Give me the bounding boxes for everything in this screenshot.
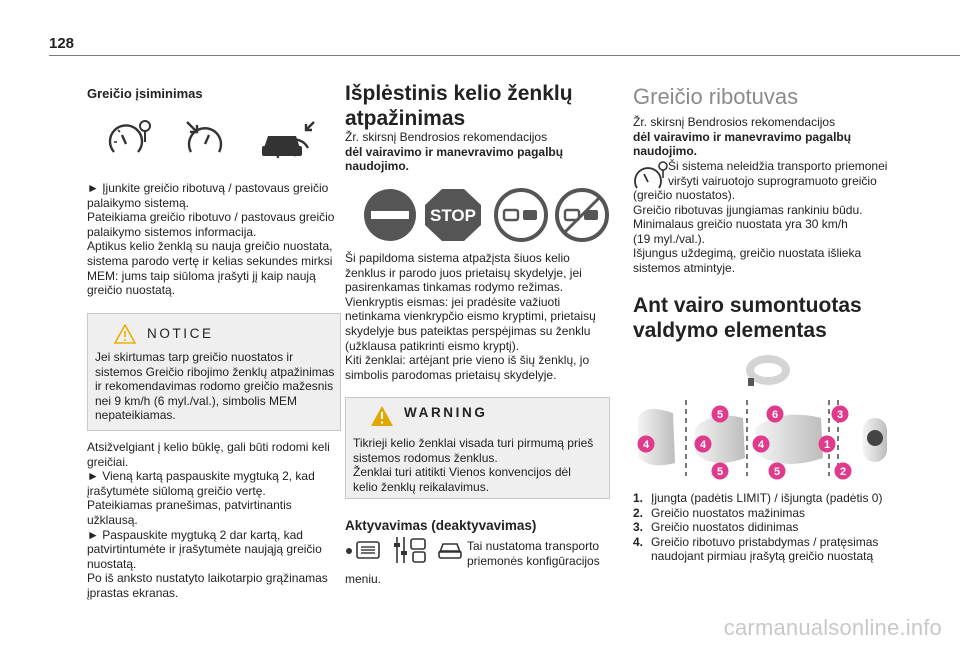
activation-line: Tai nustatoma transporto <box>467 539 600 553</box>
no-overtaking-sign-icon <box>494 188 548 242</box>
col3-text <box>633 188 903 276</box>
heading-line: atpažinimas <box>345 107 466 130</box>
heading-line: valdymo elementas <box>633 319 827 342</box>
marker-4 <box>694 435 712 453</box>
col1-text1-line: Aptikus kelio ženklą su nauja greičio nuostata, <box>87 239 333 254</box>
list-item <box>633 535 903 550</box>
marker-4 <box>637 435 655 453</box>
col1-text1-line: MEM: jums taip siūloma įrašyti jį kaip naują <box>87 268 316 283</box>
marker-label: 4 <box>757 439 765 451</box>
col1-text2-line: Atsižvelgiant į kelio būklę, gali būti rodomi keli <box>87 440 330 454</box>
list-text: Greičio ribotuvo pristabdymas / pratęsimas <box>651 534 879 549</box>
end-no-overtaking-sign-icon <box>555 188 609 242</box>
list-text: naudojant pirmiau įrašytą greičio nuostatą <box>651 549 874 564</box>
activation-line-3: meniu. <box>345 572 382 586</box>
col3-ref-line: Žr. skirsnį Bendrosios rekomendacijos <box>633 115 836 129</box>
notice-line: ir rekomendavimas rodomo greičio mažesnis <box>95 379 334 394</box>
col2-text-line: pasirenkamas tinkamas rodymo režimas. <box>345 280 564 295</box>
col1-text1-line: palaikymo sistemos informacija. <box>87 224 257 239</box>
col1-text2-line: Po iš anksto nustatyto laikotarpio grąžinamas <box>87 571 328 586</box>
activation-text <box>467 539 607 568</box>
list-num: 3. <box>633 520 644 535</box>
marker-label: 6 <box>771 409 779 421</box>
col2-text <box>345 251 610 382</box>
marker-label: 1 <box>823 439 831 451</box>
car-configuration-icon <box>437 540 463 562</box>
warning-line: Tikrieji kelio ženklai visada turi pirmumą prieš <box>353 436 594 450</box>
notice-line: nei 9 km/h (6 myl./val.), simbolis MEM <box>95 393 298 408</box>
col2-text-line: netinkama vienkrypčio eismo kryptimi, prietaisų <box>345 309 596 324</box>
col2-ref <box>345 130 610 174</box>
marker-label: 5 <box>716 409 724 421</box>
col1-text1-line: greičio nuostatą. <box>87 283 176 298</box>
col1-text2 <box>87 440 342 601</box>
marker-3 <box>831 405 849 423</box>
list-item <box>633 491 903 506</box>
marker-label: 4 <box>642 439 650 451</box>
col1-text1-line: palaikymo sistemą. <box>87 195 190 210</box>
warning-line: sistemos rodomus ženklus. <box>353 450 498 465</box>
no-entry-sign-icon <box>363 188 417 242</box>
col1-text2-line: ► Paspauskite mygtuką 2 dar kartą, kad <box>87 527 303 542</box>
col2-ref-line: dėl vairavimo ir manevravimo pagalbų <box>345 144 564 159</box>
marker-label: 4 <box>699 439 707 451</box>
heading-advanced-sign-recognition <box>345 81 610 131</box>
list-text: Greičio nuostatos didinimas <box>651 520 799 535</box>
header-rule <box>49 55 960 56</box>
legend-list <box>633 491 903 564</box>
list-text: Greičio nuostatos mažinimas <box>651 505 806 520</box>
col3-text-line: Greičio ribotuvas įjungiamas rankiniu būdu. <box>633 202 863 217</box>
col2-text-line: (užklausa patikrinti eismo kryptį). <box>345 338 520 353</box>
col1-text1-line: sistema parodo vertę ir kelias sekundes mirksi <box>87 253 333 268</box>
list-num: 1. <box>633 491 644 505</box>
col1-text2-line: ► Vieną kartą paspauskite mygtuką 2, kad <box>87 469 315 484</box>
marker-1 <box>818 435 836 453</box>
col1-text2-line: Pateikiamas pranešimas, patvirtinantis užklausą. <box>87 498 292 527</box>
marker-5 <box>711 462 729 480</box>
col3-text-line: Išjungus uždegimą, greičio nuostata išlieka <box>633 246 862 261</box>
heading-speed-memorisation: Greičio įsiminimas <box>87 86 203 101</box>
speedometer-pin-icon <box>108 118 154 158</box>
list-num <box>633 549 651 564</box>
stop-sign-icon <box>424 188 482 242</box>
notice-title: NOTICE <box>147 326 214 341</box>
list-num: 2. <box>633 505 644 520</box>
notice-warning-icon <box>114 324 136 344</box>
marker-2 <box>834 462 852 480</box>
col1-text2-line: patvirtintumėte ir įrašytumėte naująją greičio <box>87 542 322 557</box>
warning-line: Ženklai turi atitikti Vienos konvencijos dėl <box>353 465 571 480</box>
col3-text-line: viršyti vairuotojo suprogramuoto greičio <box>668 173 877 188</box>
marker-5 <box>711 405 729 423</box>
col3-ref <box>633 115 903 159</box>
heading-speed-limiter: Greičio ribotuvas <box>633 84 799 109</box>
heading-steering-control <box>633 293 903 343</box>
marker-5 <box>768 462 786 480</box>
steering-wheel-icon <box>743 352 793 392</box>
col3-text-line: Minimalaus greičio nuostata yra 30 km/h <box>633 217 848 232</box>
activation-line: priemonės konfigūracijos <box>467 553 600 568</box>
list-item <box>633 506 903 521</box>
control-panel-4 <box>863 418 887 462</box>
marker-label: 5 <box>716 466 724 478</box>
heading-activation: Aktyvavimas (deaktyvavimas) <box>345 518 537 533</box>
warning-line: kelio ženklų reikalavimus. <box>353 479 490 494</box>
col1-text1-line: Pateikiama greičio ribotuvo / pastovaus greičio <box>87 210 335 225</box>
list-text: Įjungta (padėtis LIMIT) / išjungta (padėtis 0) <box>651 491 883 505</box>
heading-line: Išplėstinis kelio ženklų <box>345 82 573 105</box>
marker-6 <box>766 405 784 423</box>
col1-text1 <box>87 181 342 298</box>
col2-text-line: Ši papildoma sistema atpažįsta šiuos kelio <box>345 251 570 265</box>
notice-line: Jei skirtumas tarp greičio nuostatos ir <box>95 350 294 364</box>
col3-text-line: sistemos atmintyje. <box>633 260 736 275</box>
stop-sign-label: STOP <box>430 206 476 225</box>
col3-text-line: (greičio nuostatos). <box>633 188 736 202</box>
speedometer-car-icon <box>258 118 322 162</box>
notice-box <box>87 313 341 431</box>
col3-ref-line: naudojimo. <box>633 144 697 159</box>
watermark: carmanualsonline.info <box>723 615 942 640</box>
col2-ref-line: naudojimo. <box>345 159 409 174</box>
page-number: 128 <box>49 35 75 52</box>
col1-text2-line: įprastas ekranas. <box>87 585 179 600</box>
col2-text-line: skydelyje bus pateiktas perspėjimas su ženklu <box>345 323 591 338</box>
warning-title: WARNING <box>404 405 488 420</box>
col1-text1-line: ► Įjunkite greičio ribotuvą / pastovaus greičio <box>87 181 329 195</box>
touchscreen-menu-icon <box>345 539 381 561</box>
col1-text2-line: nuostatą. <box>87 556 137 571</box>
marker-label: 2 <box>839 466 847 478</box>
marker-label: 3 <box>836 409 844 421</box>
marker-4 <box>752 435 770 453</box>
list-item <box>633 549 903 564</box>
marker-label: 5 <box>773 466 781 478</box>
list-item <box>633 520 903 535</box>
col3-text-indented <box>668 159 904 188</box>
col3-text-line: Ši sistema neleidžia transporto priemonei <box>668 159 888 173</box>
list-num: 4. <box>633 534 644 549</box>
col2-ref-line: Žr. skirsnį Bendrosios rekomendacijos <box>345 130 548 144</box>
notice-line: sistemos Greičio ribojimo ženklų atpažinimas <box>95 364 335 379</box>
col2-text-line: simbolis parodomas prietaisų skydelyje. <box>345 367 557 382</box>
speedometer-arrow-icon <box>183 118 229 158</box>
warning-triangle-icon <box>370 405 394 427</box>
col1-text2-line: greičiai. <box>87 454 129 469</box>
col2-text-line: ženklus ir parodo juos prietaisų skydelyje, jei <box>345 265 582 280</box>
warning-box <box>345 397 610 499</box>
col1-text2-line: įrašytumėte siūlomą greičio vertę. <box>87 483 266 498</box>
heading-line: Ant vairo sumontuotas <box>633 294 862 317</box>
notice-line: nepateikiamas. <box>95 408 176 423</box>
col3-ref-line: dėl vairavimo ir manevravimo pagalbų <box>633 129 852 144</box>
col3-text-line: (19 myl./val.). <box>633 231 706 246</box>
col2-text-line: Vienkryptis eismas: jei pradėsite važiuoti <box>345 294 561 309</box>
vehicle-settings-icon <box>393 535 429 565</box>
col2-text-line: Kiti ženklai: artėjant prie vieno iš šių ženklų, jo <box>345 353 590 368</box>
